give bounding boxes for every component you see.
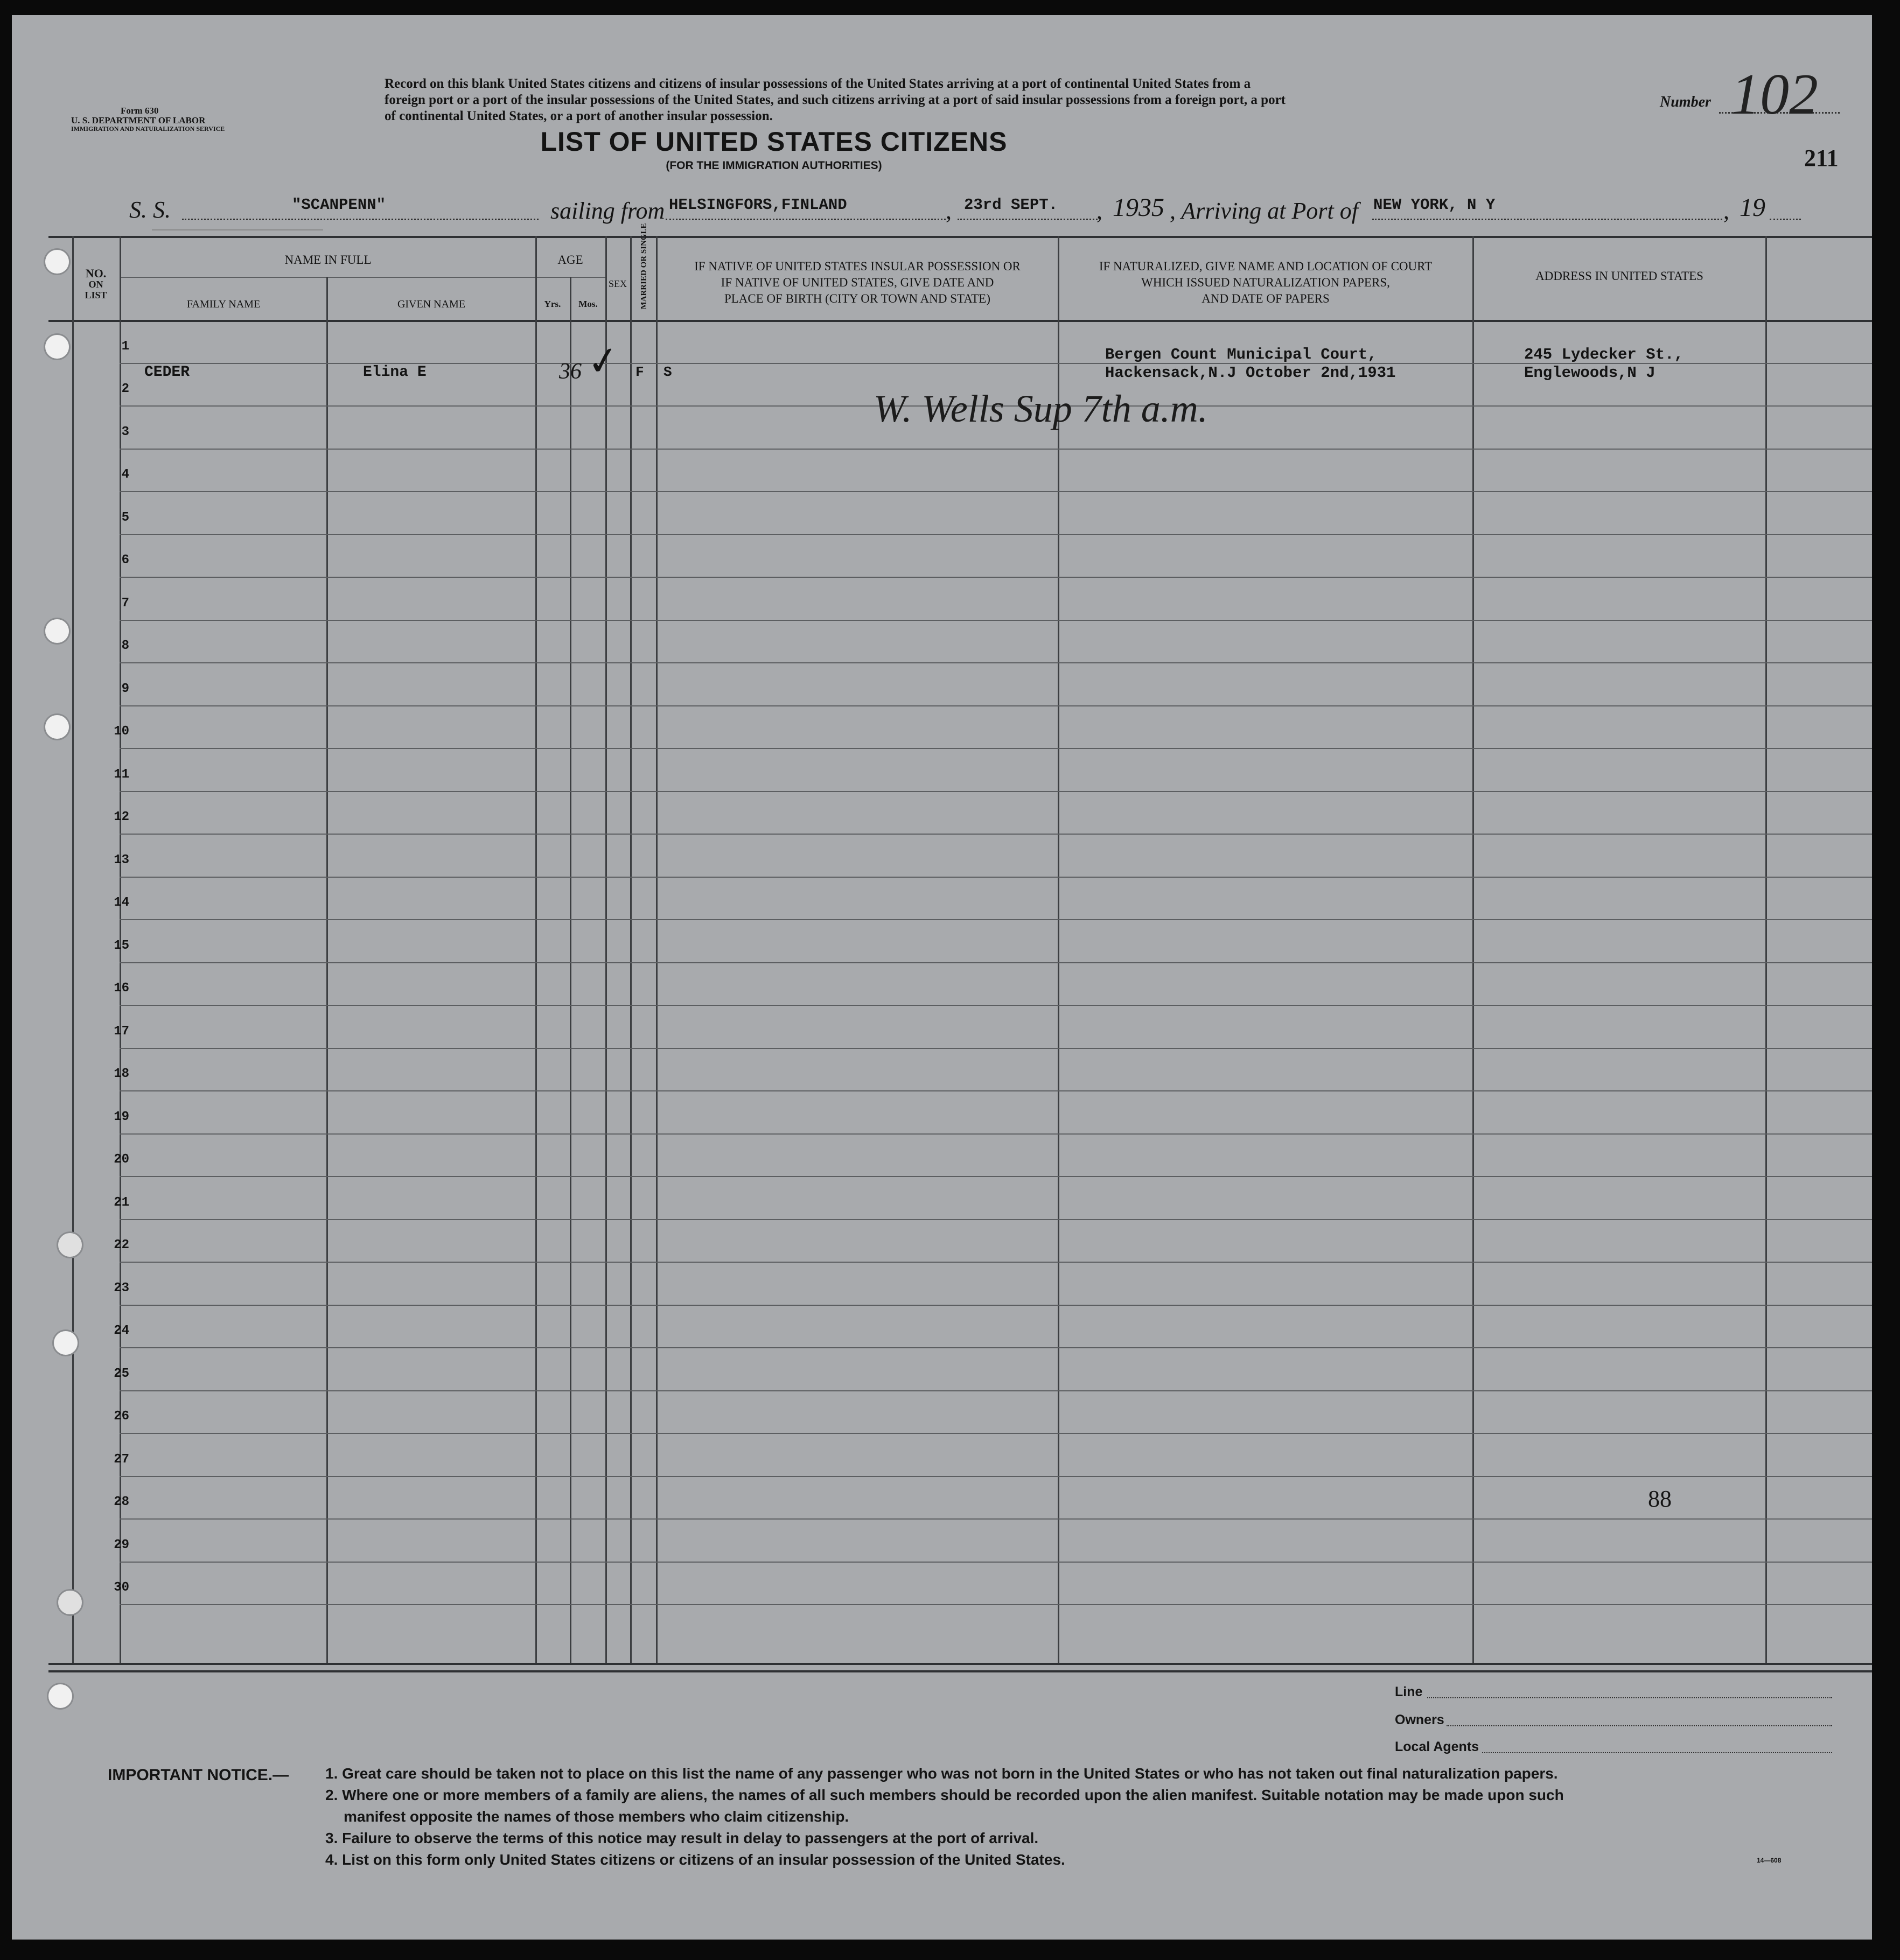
footer-owners-field[interactable]	[1447, 1725, 1832, 1726]
entry-sex[interactable]: F	[635, 364, 644, 380]
notice-item-1: 1. Great care should be taken not to place on this list the name of any passenger who was not born in the United States or who has not taken out final naturalization papers.	[325, 1765, 1558, 1782]
row-number: 13	[114, 853, 129, 867]
footer-line-field[interactable]	[1427, 1697, 1832, 1698]
footer-owners-label: Owners	[1395, 1712, 1444, 1727]
department-label: U. S. DEPARTMENT OF LABOR	[71, 115, 206, 125]
row-divider	[120, 1518, 1872, 1520]
ss-label: S. S.	[129, 197, 171, 223]
row-number: 14	[114, 895, 129, 910]
sailing-line	[666, 219, 946, 220]
notice-item-2a: 2. Where one or more members of a family are aliens, the names of all such members should be recorded upon the alien manifest. Suitable notation may be made upon such	[325, 1787, 1564, 1803]
name-subheader-rule	[121, 277, 548, 278]
margin-number: 88	[1648, 1486, 1672, 1512]
row-divider	[120, 1176, 1872, 1177]
col-natural-border	[1472, 236, 1474, 1663]
row-divider	[120, 1133, 1872, 1135]
col-birth-border	[1058, 236, 1059, 1663]
row-number: 15	[114, 939, 129, 953]
entry-address-line-1[interactable]: 245 Lydecker St.,	[1524, 346, 1684, 363]
header-naturalized	[1059, 258, 1472, 307]
entry-address-line-2[interactable]: Englewoods,N J	[1524, 364, 1655, 382]
row-number: 27	[114, 1452, 129, 1467]
notice-item-4: 4. List on this form only United States citizens or citizens of an insular possession of the United States.	[325, 1851, 1065, 1868]
header-list: LIST	[85, 290, 107, 300]
row-divider	[120, 1005, 1872, 1006]
row-number: 29	[114, 1538, 129, 1552]
col-yrs-border	[570, 277, 571, 1663]
header-on: ON	[88, 279, 103, 290]
row-divider	[120, 620, 1872, 621]
header-no-on-list	[72, 268, 120, 300]
header-birth-line-1: IF NATIVE OF UNITED STATES INSULAR POSSESSION OR	[694, 260, 1021, 273]
sailing-label: sailing from	[550, 198, 665, 224]
table-bottom-rule	[48, 1663, 1872, 1665]
port-line	[1372, 219, 1722, 220]
footer-top-rule	[48, 1670, 1872, 1672]
header-age: AGE	[557, 253, 583, 267]
row-number: 10	[114, 724, 129, 739]
row-divider	[120, 1476, 1872, 1477]
top-rule	[48, 236, 1872, 238]
col-address-border	[1765, 236, 1767, 1663]
row-divider	[120, 1347, 1872, 1348]
row-number: 20	[114, 1152, 129, 1167]
row-number: 22	[114, 1238, 129, 1252]
row-divider	[120, 748, 1872, 749]
row-divider	[120, 834, 1872, 835]
arrival-port: NEW YORK, N Y	[1373, 196, 1496, 214]
row-divider	[120, 962, 1872, 963]
header-birth	[657, 258, 1058, 307]
sailing-from: HELSINGFORS,FINLAND	[669, 196, 847, 214]
footer-local-agents-label: Local Agents	[1395, 1739, 1479, 1754]
col-mos-border	[605, 236, 607, 1663]
footer-line-label: Line	[1395, 1684, 1423, 1699]
entry-given-name[interactable]: Elina E	[363, 364, 427, 381]
row-divider	[120, 1562, 1872, 1563]
row-divider	[120, 1604, 1872, 1605]
notice-item-2b: manifest opposite the names of those members who claim citizenship.	[344, 1808, 849, 1825]
header-yrs: Yrs.	[544, 299, 561, 309]
date-line	[958, 219, 1098, 220]
row-divider	[120, 1262, 1872, 1263]
row-divider	[120, 919, 1872, 920]
arrival-year-prefix: 19	[1740, 193, 1765, 222]
header-bottom-rule	[48, 320, 1872, 322]
row-number: 6	[121, 553, 129, 568]
ship-name: "SCANPENN"	[292, 196, 386, 214]
header-naturalized-line-2: WHICH ISSUED NATURALIZATION PAPERS,	[1141, 276, 1390, 289]
header-no: NO.	[85, 267, 107, 280]
instruction-line-3: of continental United States, or a port of another insular possession.	[385, 109, 773, 123]
row-number: 28	[114, 1495, 129, 1509]
row-divider	[120, 877, 1872, 878]
row-divider	[120, 1305, 1872, 1306]
form-number: Form 630	[121, 106, 159, 116]
col-family-border	[326, 277, 328, 1663]
row-number: 8	[121, 639, 129, 653]
row-number: 2	[121, 382, 129, 396]
header-given-name: GIVEN NAME	[397, 298, 466, 310]
entry-marital[interactable]: S	[663, 364, 672, 380]
entry-family-name[interactable]: CEDER	[144, 364, 190, 381]
number-value: 102	[1731, 62, 1818, 127]
row-number: 7	[121, 596, 129, 611]
punch-hole	[58, 1233, 82, 1257]
row-number: 5	[121, 510, 129, 525]
page-subtitle: (FOR THE IMMIGRATION AUTHORITIES)	[666, 159, 882, 172]
punch-hole	[45, 619, 69, 643]
form-code: 14—608	[1757, 1857, 1782, 1864]
header-mos: Mos.	[578, 299, 598, 309]
instruction-line-1: Record on this blank United States citizens and citizens of insular possessions of the United States arriving at a port of continental United States from a	[385, 76, 1251, 91]
header-birth-line-2: IF NATIVE OF UNITED STATES, GIVE DATE AND	[721, 276, 994, 289]
punch-hole	[54, 1331, 78, 1355]
sailing-date: 23rd SEPT.	[964, 196, 1058, 214]
punch-hole	[45, 250, 69, 274]
col-left-border	[72, 236, 74, 1663]
punch-hole	[58, 1591, 82, 1614]
header-sex: SEX	[608, 278, 627, 289]
row-number: 24	[114, 1324, 129, 1338]
col-sex-border	[630, 236, 632, 1663]
row-number: 18	[114, 1067, 129, 1081]
row-divider	[120, 1390, 1872, 1391]
service-label: IMMIGRATION AND NATURALIZATION SERVICE	[71, 125, 225, 132]
row-divider	[120, 577, 1872, 578]
ship-line	[182, 219, 539, 220]
notice-heading: IMPORTANT NOTICE.—	[108, 1766, 289, 1784]
header-naturalized-line-3: AND DATE OF PAPERS	[1202, 292, 1330, 305]
comma-1: ,	[946, 198, 952, 224]
row-divider	[120, 1219, 1872, 1220]
row-divider	[120, 1090, 1872, 1091]
entry-age-years[interactable]: 36	[559, 359, 582, 384]
entry-court-line-2[interactable]: Hackensack,N.J October 2nd,1931	[1105, 364, 1396, 382]
row-number: 26	[114, 1409, 129, 1424]
arrival-year-line	[1770, 219, 1801, 220]
sailing-year: 1935	[1113, 193, 1164, 222]
header-married-or-single: MARRIED OR SINGLE	[639, 223, 648, 310]
row-number: 1	[121, 339, 129, 354]
handwritten-note: W. Wells Sup 7th a.m.	[874, 387, 1208, 430]
row-divider	[120, 791, 1872, 792]
footer-local-agents-field[interactable]	[1482, 1752, 1832, 1753]
instruction-line-2: foreign port or a port of the insular possessions of the United States, and such citizens arriving at a port of said insular possessions from a foreign port, a port	[385, 93, 1286, 107]
header-family-name: FAMILY NAME	[186, 298, 261, 310]
row-divider	[120, 1433, 1872, 1434]
row-number: 23	[114, 1281, 129, 1296]
row-divider	[120, 705, 1872, 706]
header-address: ADDRESS IN UNITED STATES	[1535, 269, 1703, 283]
punch-hole	[45, 335, 69, 359]
row-number: 17	[114, 1024, 129, 1039]
punch-hole	[45, 715, 69, 739]
comma-3: ,	[1723, 198, 1729, 224]
page-number: 211	[1804, 145, 1839, 171]
notice-item-3: 3. Failure to observe the terms of this notice may result in delay to passengers at the port of arrival.	[325, 1830, 1039, 1846]
header-naturalized-line-1: IF NATURALIZED, GIVE NAME AND LOCATION OF COURT	[1099, 260, 1433, 273]
small-print-line	[152, 229, 323, 230]
entry-court-line-1[interactable]: Bergen Count Municipal Court,	[1105, 346, 1377, 363]
header-name-in-full: NAME IN FULL	[284, 253, 372, 267]
row-number: 21	[114, 1195, 129, 1210]
row-divider	[120, 1048, 1872, 1049]
row-number: 9	[121, 682, 129, 696]
row-number: 11	[114, 767, 129, 782]
col-marital-border	[656, 236, 658, 1663]
row-number: 4	[121, 467, 129, 482]
manifest-page	[12, 15, 1872, 1940]
number-label: Number	[1660, 94, 1711, 110]
row-number: 25	[114, 1367, 129, 1381]
arriving-label: , Arriving at Port of	[1170, 198, 1358, 224]
row-divider	[120, 662, 1872, 663]
row-number: 30	[114, 1580, 129, 1595]
row-number: 12	[114, 810, 129, 824]
row-number: 3	[121, 425, 129, 439]
row-divider	[120, 449, 1872, 450]
comma-2: ,	[1096, 198, 1102, 224]
row-divider	[120, 491, 1872, 492]
punch-hole	[48, 1684, 72, 1708]
row-number: 16	[114, 981, 129, 996]
header-birth-line-3: PLACE OF BIRTH (CITY OR TOWN AND STATE)	[724, 292, 991, 305]
row-number: 19	[114, 1110, 129, 1124]
col-given-border	[535, 236, 537, 1663]
page-title: LIST OF UNITED STATES CITIZENS	[540, 127, 1008, 157]
row-divider	[120, 534, 1872, 535]
check-mark-icon: ✓	[584, 338, 623, 385]
